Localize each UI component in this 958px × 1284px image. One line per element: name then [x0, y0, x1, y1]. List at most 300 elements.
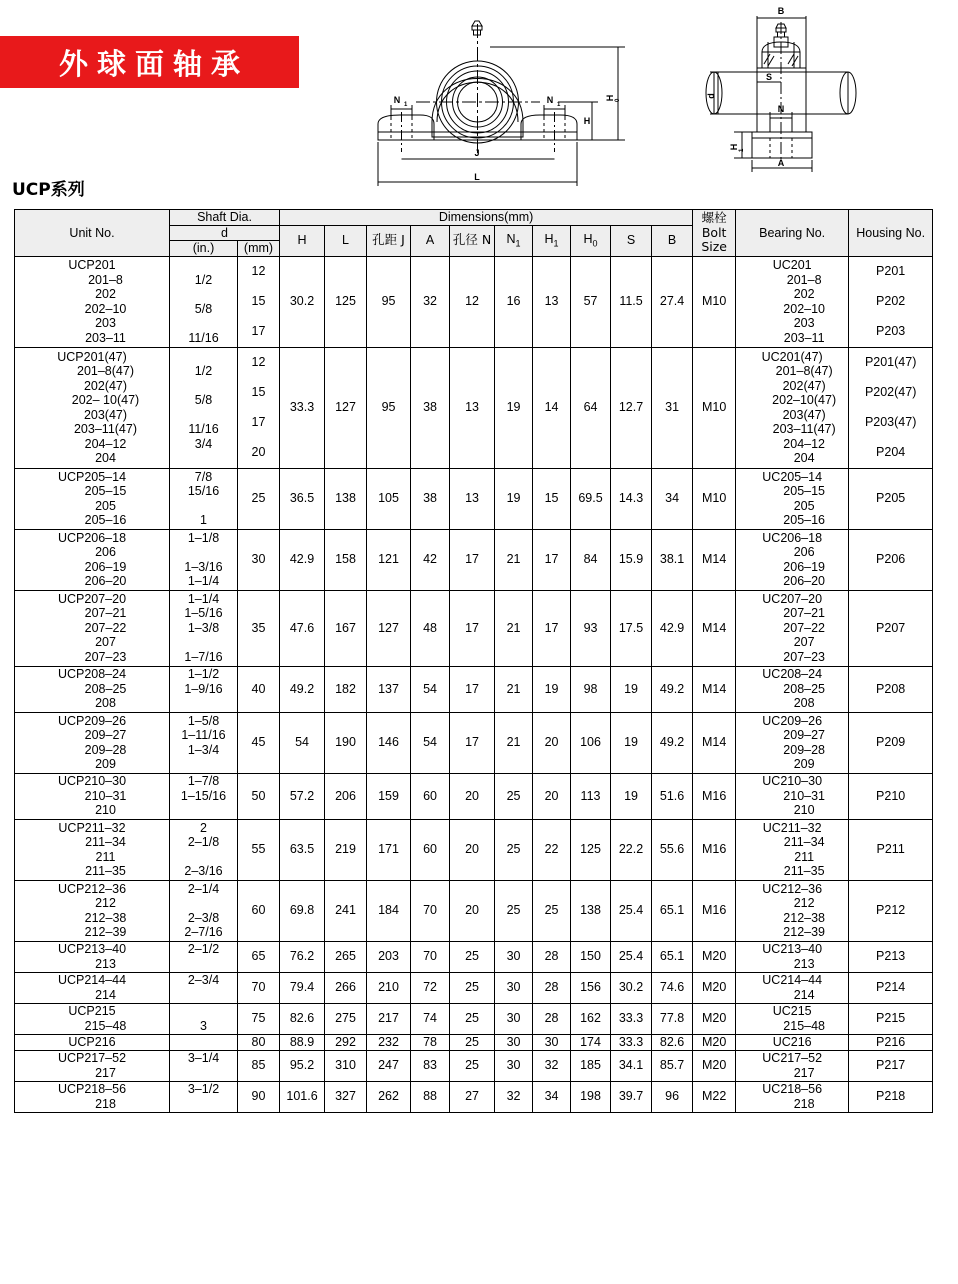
cell-h1: 28 [533, 941, 571, 972]
bearing-no-line: 206–19 [783, 559, 826, 574]
shaft-dia-mm-value: 45 [251, 735, 266, 750]
col-header-h0: $H_0$ [571, 225, 611, 256]
dim-label-n1-right: N [546, 95, 554, 105]
cell-housing-no [849, 256, 933, 347]
cell-unit-no [15, 529, 170, 590]
dim-label-d: d [706, 93, 716, 99]
cell-s: 19 [611, 666, 652, 712]
cell-h: 30.2 [280, 256, 325, 347]
housing-no-value: P204 [876, 445, 906, 460]
cell-unit-no [15, 666, 170, 712]
cell-h1: 15 [533, 468, 571, 529]
unit-no-line: 211–34 [85, 835, 126, 849]
shaft-dia-inch-value: 1–3/16 [184, 559, 223, 574]
cell-n: 25 [450, 941, 495, 972]
shaft-dia-inch-value: 2–3/4 [187, 973, 220, 987]
svg-text:0: 0 [615, 98, 621, 102]
cell-unit-no [15, 1081, 170, 1112]
shaft-dia-inch-value: 5/8 [194, 393, 213, 407]
cell-unit-no [15, 972, 170, 1003]
unit-no-line: 206–19 [84, 559, 127, 574]
cell-housing-no [849, 773, 933, 819]
cell-housing-no [849, 1050, 933, 1081]
cell-bolt: M22 [693, 1081, 736, 1112]
unit-no-line: 203–11 [85, 330, 126, 345]
bearing-no-line: UC207–20 [762, 591, 823, 606]
unit-no-line: 203 [95, 316, 116, 330]
cell-shaft-dia-inch [170, 712, 238, 773]
cell-h: 88.9 [280, 1034, 325, 1050]
unit-no-line: 206–20 [84, 574, 127, 588]
housing-no-value: P213 [876, 949, 906, 964]
bearing-no-line: 211–35 [783, 864, 825, 878]
shaft-dia-inch-value: 2–3/16 [184, 864, 223, 878]
cell-b: 74.6 [652, 972, 693, 1003]
housing-no-value: P210 [876, 788, 906, 803]
shaft-dia-mm-value: 85 [251, 1058, 266, 1073]
cell-shaft-dia-inch [170, 468, 238, 529]
unit-no-line: UCP215 [68, 1004, 116, 1018]
shaft-dia-inch-value: 2–1/2 [187, 942, 220, 956]
cell-bolt: M14 [693, 712, 736, 773]
header-row-1 [15, 210, 933, 226]
unit-no-line: UCP205–14 [57, 469, 127, 484]
cell-shaft-dia-mm [238, 819, 280, 880]
cell-shaft-dia-inch [170, 1050, 238, 1081]
table-row [15, 590, 933, 666]
housing-no-value: P207 [876, 620, 906, 635]
housing-no-value: P202(47) [864, 385, 917, 400]
housing-no-value: P217 [876, 1058, 906, 1073]
cell-l: 127 [325, 347, 367, 468]
shaft-dia-inch-value: 1–7/16 [184, 649, 223, 664]
cell-a: 38 [411, 468, 450, 529]
cell-b: 27.4 [652, 256, 693, 347]
cell-shaft-dia-mm [238, 1034, 280, 1050]
cell-h: 69.8 [280, 880, 325, 941]
housing-no-value: P203 [876, 324, 906, 339]
cell-h0: 198 [571, 1081, 611, 1112]
cell-housing-no [849, 1003, 933, 1034]
cell-j: 262 [367, 1081, 411, 1112]
cell-h: 49.2 [280, 666, 325, 712]
cell-bolt: M20 [693, 1034, 736, 1050]
bearing-no-line: 208 [793, 696, 815, 711]
shaft-dia-inch-value: 2–1/4 [187, 881, 220, 896]
shaft-dia-mm-value: 12 [251, 264, 266, 279]
cell-shaft-dia-inch [170, 819, 238, 880]
cell-j: 171 [367, 819, 411, 880]
cell-shaft-dia-mm [238, 529, 280, 590]
bearing-no-line: 205–16 [783, 513, 826, 527]
shaft-dia-mm-value: 25 [251, 491, 266, 506]
cell-shaft-dia-mm [238, 773, 280, 819]
cell-h1: 28 [533, 972, 571, 1003]
cell-l: 310 [325, 1050, 367, 1081]
table-row [15, 819, 933, 880]
cell-housing-no [849, 819, 933, 880]
bearing-no-line: 211 [794, 849, 815, 864]
cell-l: 190 [325, 712, 367, 773]
housing-no-value: P206 [876, 552, 906, 567]
cell-n: 20 [450, 880, 495, 941]
bearing-no-line: 210–31 [783, 788, 826, 803]
col-header-n1: $N_1$ [495, 225, 533, 256]
cell-h: 82.6 [280, 1003, 325, 1034]
cell-n: 27 [450, 1081, 495, 1112]
cell-unit-no [15, 712, 170, 773]
housing-no-value: P218 [876, 1089, 906, 1104]
col-header-a: A [411, 225, 450, 256]
shaft-dia-mm-value: 75 [251, 1011, 266, 1026]
cell-shaft-dia-inch [170, 972, 238, 1003]
cell-shaft-dia-inch [170, 590, 238, 666]
cell-j: 232 [367, 1034, 411, 1050]
unit-no-line: UCP211–32 [58, 820, 126, 835]
cell-housing-no [849, 347, 933, 468]
cell-h: 95.2 [280, 1050, 325, 1081]
shaft-dia-mm-value: 35 [251, 620, 266, 635]
cell-l: 266 [325, 972, 367, 1003]
cell-l: 138 [325, 468, 367, 529]
cell-s: 15.9 [611, 529, 652, 590]
shaft-dia-inch-value: 1–1/4 [187, 574, 220, 588]
bearing-no-line: UC214–44 [762, 973, 823, 987]
cell-n1: 30 [495, 972, 533, 1003]
cell-h1: 17 [533, 529, 571, 590]
unit-no-line: UCP212–36 [57, 881, 127, 896]
shaft-dia-mm-value: 70 [251, 980, 266, 995]
cell-bearing-no [736, 773, 849, 819]
table-row [15, 1050, 933, 1081]
housing-no-value: P208 [876, 681, 906, 696]
cell-bearing-no [736, 347, 849, 468]
shaft-dia-inch-value: 15/16 [187, 484, 220, 498]
col-header-housing-no: Housing No. [849, 210, 933, 257]
cell-n1: 30 [495, 1034, 533, 1050]
cell-b: 31 [652, 347, 693, 468]
shaft-dia-inch-value: 2–1/8 [187, 835, 220, 849]
shaft-dia-inch-value: 1–5/16 [184, 606, 223, 621]
cell-unit-no [15, 590, 170, 666]
bearing-no-line: UC209–26 [762, 713, 823, 728]
cell-h: 47.6 [280, 590, 325, 666]
shaft-dia-inch-value: 5/8 [194, 301, 213, 316]
cell-unit-no [15, 256, 170, 347]
cell-shaft-dia-mm [238, 590, 280, 666]
cell-bearing-no [736, 880, 849, 941]
cell-h1: 22 [533, 819, 571, 880]
table-row [15, 256, 933, 347]
cell-n1: 25 [495, 773, 533, 819]
dim-label-h1: H [729, 143, 739, 151]
shaft-dia-inch-value: 3–1/4 [187, 1051, 220, 1065]
cell-h0: 162 [571, 1003, 611, 1034]
pillow-block-front-view-drawing [360, 2, 650, 207]
cell-n: 17 [450, 712, 495, 773]
cell-shaft-dia-mm [238, 1081, 280, 1112]
unit-no-line: UCP201(47) [57, 349, 127, 364]
bearing-no-line: UC212–36 [762, 881, 823, 896]
unit-no-line: 212–38 [84, 910, 127, 925]
shaft-dia-inch-value: 1–3/4 [187, 742, 220, 757]
housing-no-value: P215 [876, 1011, 906, 1026]
shaft-dia-inch-value: 1–1/8 [187, 530, 220, 545]
cell-shaft-dia-inch [170, 666, 238, 712]
unit-no-line: UCP206–18 [57, 530, 127, 545]
cell-h0: 57 [571, 256, 611, 347]
table-row [15, 941, 933, 972]
cell-b: 51.6 [652, 773, 693, 819]
cell-h1: 20 [533, 712, 571, 773]
cell-n1: 30 [495, 1003, 533, 1034]
bearing-no-line: 218 [793, 1096, 815, 1111]
bearing-no-line: 203(47) [782, 407, 826, 422]
cell-l: 182 [325, 666, 367, 712]
cell-l: 206 [325, 773, 367, 819]
shaft-dia-inch-value: 7/8 [194, 469, 213, 484]
unit-no-line: 205–16 [84, 513, 127, 527]
cell-s: 33.3 [611, 1003, 652, 1034]
cell-bolt: M16 [693, 880, 736, 941]
table-header [15, 210, 933, 257]
bearing-no-line: 203–11 [783, 330, 825, 345]
cell-h1: 34 [533, 1081, 571, 1112]
pillow-block-side-view-drawing [700, 2, 900, 187]
cell-j: 95 [367, 256, 411, 347]
cell-shaft-dia-mm [238, 1050, 280, 1081]
cell-a: 38 [411, 347, 450, 468]
unit-no-line: 202 [95, 287, 116, 301]
cell-shaft-dia-inch [170, 347, 238, 468]
cell-j: 121 [367, 529, 411, 590]
col-header-unit-no: Unit No. [15, 210, 170, 257]
shaft-dia-mm-value: 17 [251, 415, 266, 430]
cell-n: 20 [450, 819, 495, 880]
unit-no-line: 217 [95, 1065, 116, 1080]
col-header-mm: (mm) [238, 241, 280, 257]
cell-h1: 14 [533, 347, 571, 468]
bearing-no-line: UC201(47) [761, 349, 823, 364]
shaft-dia-inch-value: 11/16 [188, 330, 219, 345]
cell-unit-no [15, 1050, 170, 1081]
bearing-no-line: 207–23 [783, 649, 826, 664]
unit-no-line: 215–48 [84, 1018, 127, 1033]
bearing-no-line: 209–28 [783, 742, 826, 757]
cell-h0: 174 [571, 1034, 611, 1050]
cell-b: 49.2 [652, 666, 693, 712]
bearing-no-line: 207–21 [783, 606, 826, 621]
cell-b: 65.1 [652, 941, 693, 972]
cell-bearing-no [736, 972, 849, 1003]
cell-h1: 28 [533, 1003, 571, 1034]
cell-b: 77.8 [652, 1003, 693, 1034]
cell-bolt: M20 [693, 941, 736, 972]
bearing-no-line: 211–34 [783, 835, 825, 849]
table-row [15, 880, 933, 941]
col-header-h: H [280, 225, 325, 256]
bearing-no-line: 217 [793, 1065, 815, 1080]
cell-j: 203 [367, 941, 411, 972]
cell-n1: 30 [495, 1050, 533, 1081]
cell-n: 25 [450, 972, 495, 1003]
bearing-no-line: 207–22 [783, 620, 826, 635]
bearing-no-line: 210 [793, 803, 815, 818]
cell-bolt: M20 [693, 972, 736, 1003]
cell-shaft-dia-mm [238, 941, 280, 972]
bearing-no-line: UC211–32 [762, 820, 822, 835]
cell-h0: 64 [571, 347, 611, 468]
col-header-l: L [325, 225, 367, 256]
cell-j: 95 [367, 347, 411, 468]
cell-b: 38.1 [652, 529, 693, 590]
shaft-dia-mm-value: 50 [251, 788, 266, 803]
cell-shaft-dia-inch [170, 1003, 238, 1034]
cell-n1: 25 [495, 819, 533, 880]
shaft-dia-inch-value: 11/16 [188, 422, 219, 436]
cell-s: 11.5 [611, 256, 652, 347]
cell-bearing-no [736, 712, 849, 773]
bearing-no-line: 204 [793, 451, 815, 465]
cell-bolt: M16 [693, 819, 736, 880]
cell-n1: 30 [495, 941, 533, 972]
unit-no-line: 207 [95, 635, 116, 650]
bearing-no-line: UC201 [772, 258, 812, 272]
cell-housing-no [849, 1081, 933, 1112]
shaft-dia-mm-value: 20 [251, 445, 266, 460]
cell-s: 25.4 [611, 941, 652, 972]
cell-l: 219 [325, 819, 367, 880]
cell-h0: 84 [571, 529, 611, 590]
dim-label-s: S [765, 72, 773, 82]
bearing-no-line: UC213–40 [762, 942, 823, 956]
unit-no-line: UCP213–40 [57, 942, 127, 956]
cell-j: 217 [367, 1003, 411, 1034]
bearing-no-line: 201–8 [786, 272, 822, 287]
unit-no-line: UCP210–30 [57, 774, 127, 789]
unit-no-line: UCP201 [68, 258, 116, 272]
unit-no-line: 210–31 [84, 788, 127, 803]
cell-unit-no [15, 347, 170, 468]
cell-b: 96 [652, 1081, 693, 1112]
cell-shaft-dia-mm [238, 256, 280, 347]
shaft-dia-inch-value: 1/2 [194, 364, 213, 378]
cell-housing-no [849, 468, 933, 529]
shaft-dia-inch-value: 1–1/4 [187, 591, 220, 606]
cell-unit-no [15, 1034, 170, 1050]
cell-bearing-no [736, 1050, 849, 1081]
bearing-no-line: UC216 [772, 1034, 812, 1049]
shaft-dia-mm-value: 12 [251, 355, 266, 370]
bearing-no-line: 205 [793, 498, 815, 513]
unit-no-line: UCP214–44 [57, 973, 127, 987]
table-row [15, 712, 933, 773]
cell-h: 36.5 [280, 468, 325, 529]
cell-b: 49.2 [652, 712, 693, 773]
bearing-no-line: 202–10(47) [772, 393, 837, 407]
cell-shaft-dia-mm [238, 347, 280, 468]
cell-housing-no [849, 1034, 933, 1050]
shaft-dia-mm-value: 15 [251, 294, 266, 309]
cell-n1: 19 [495, 347, 533, 468]
cell-shaft-dia-mm [238, 972, 280, 1003]
housing-no-value: P212 [876, 903, 906, 918]
unit-no-line: 203(47) [83, 407, 128, 422]
table-row [15, 1003, 933, 1034]
unit-no-line: 205 [95, 498, 116, 513]
shaft-dia-mm-value: 30 [251, 552, 266, 567]
cell-n: 20 [450, 773, 495, 819]
housing-no-value: P202 [876, 294, 906, 309]
cell-j: 247 [367, 1050, 411, 1081]
table-row [15, 972, 933, 1003]
bearing-no-line: UC210–30 [762, 774, 823, 789]
shaft-dia-mm-value: 65 [251, 949, 266, 964]
page-header [0, 0, 958, 200]
category-banner [0, 36, 299, 88]
cell-h0: 69.5 [571, 468, 611, 529]
cell-h: 76.2 [280, 941, 325, 972]
unit-no-line: 203–11(47) [73, 422, 137, 436]
table-row [15, 1081, 933, 1112]
cell-bearing-no [736, 1081, 849, 1112]
cell-housing-no [849, 529, 933, 590]
unit-no-line: 209 [95, 757, 116, 771]
unit-no-line: 212–39 [84, 925, 127, 939]
dim-label-h0: H [605, 94, 615, 102]
col-header-h1: $H_1$ [533, 225, 571, 256]
bearing-no-line: 202–10 [783, 301, 826, 316]
cell-n1: 25 [495, 880, 533, 941]
cell-shaft-dia-mm [238, 712, 280, 773]
cell-shaft-dia-inch [170, 256, 238, 347]
unit-no-line: 208 [95, 696, 116, 711]
banner-title: 外球面轴承 [58, 46, 249, 81]
unit-no-line: 208–25 [84, 681, 127, 696]
cell-j: 137 [367, 666, 411, 712]
cell-n: 13 [450, 468, 495, 529]
bearing-no-line: 201–8(47) [775, 364, 833, 378]
cell-h: 57.2 [280, 773, 325, 819]
cell-bearing-no [736, 590, 849, 666]
cell-n: 17 [450, 529, 495, 590]
cell-a: 72 [411, 972, 450, 1003]
cell-n1: 19 [495, 468, 533, 529]
cell-l: 275 [325, 1003, 367, 1034]
cell-j: 159 [367, 773, 411, 819]
unit-no-line: 207–22 [84, 620, 127, 635]
unit-no-line: 205–15 [84, 484, 127, 498]
unit-no-line: 210 [95, 803, 116, 818]
cell-a: 78 [411, 1034, 450, 1050]
dim-label-j: J [474, 148, 480, 158]
cell-unit-no [15, 1003, 170, 1034]
cell-l: 125 [325, 256, 367, 347]
cell-h1: 20 [533, 773, 571, 819]
cell-bolt: M16 [693, 773, 736, 819]
unit-no-line: 212 [95, 896, 116, 910]
table-row [15, 468, 933, 529]
bearing-no-line: UC215 [772, 1004, 812, 1018]
col-header-shaft-dia: Shaft Dia. [170, 210, 280, 226]
cell-j: 146 [367, 712, 411, 773]
cell-housing-no [849, 941, 933, 972]
housing-no-value: P216 [876, 1034, 906, 1049]
bearing-no-line: 206 [793, 545, 815, 559]
cell-s: 12.7 [611, 347, 652, 468]
cell-h0: 185 [571, 1050, 611, 1081]
cell-h0: 93 [571, 590, 611, 666]
